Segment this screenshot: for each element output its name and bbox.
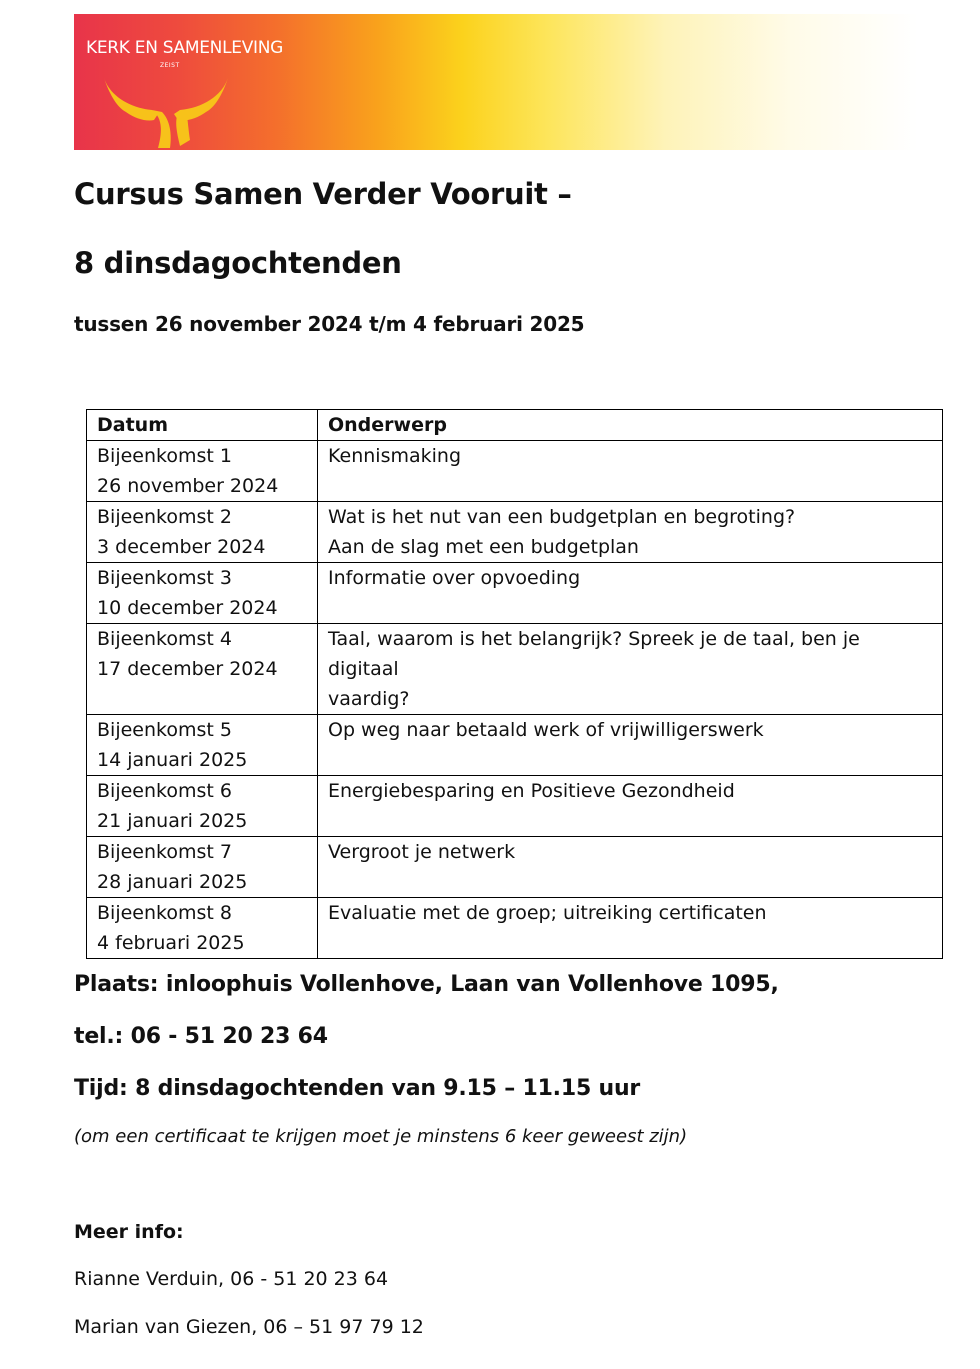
date-cell: [87, 837, 318, 898]
meeting-date: 14 januari 2025: [97, 749, 248, 771]
topic-text-2: vaardig?: [328, 688, 410, 710]
meeting-label: Bijeenkomst 3: [97, 567, 232, 589]
schedule-table: [86, 409, 943, 959]
table-row: [87, 837, 943, 898]
location-text: Plaats: inloophuis Vollenhove, Laan van Vollenhove 1095,: [74, 972, 779, 997]
table-row: [87, 715, 943, 776]
page-title: Cursus Samen Verder Vooruit –: [74, 177, 572, 211]
contact-line: Marian van Giezen, 06 – 51 97 79 12: [74, 1316, 424, 1338]
topic-text: Evaluatie met de groep; uitreiking certificaten: [328, 902, 767, 924]
table-row: [87, 563, 943, 624]
topic-text: Wat is het nut van een budgetplan en begroting?: [328, 506, 796, 528]
table-row: [87, 441, 943, 502]
topic-cell: [318, 837, 943, 898]
topic-text: Op weg naar betaald werk of vrijwilligerswerk: [328, 719, 764, 741]
topic-cell: [318, 502, 943, 563]
date-cell: [87, 776, 318, 837]
meeting-label: Bijeenkomst 4: [97, 628, 232, 650]
topic-cell: [318, 898, 943, 959]
table-row: [87, 502, 943, 563]
time-text: Tijd: 8 dinsdagochtenden van 9.15 – 11.15 uur: [74, 1076, 641, 1101]
date-cell: [87, 898, 318, 959]
meeting-date: 21 januari 2025: [97, 810, 248, 832]
column-header-topic: Onderwerp: [318, 410, 943, 441]
date-cell: [87, 563, 318, 624]
column-header-date: Datum: [87, 410, 318, 441]
table-row: [87, 776, 943, 837]
topic-cell: [318, 776, 943, 837]
meeting-date: 17 december 2024: [97, 658, 278, 680]
date-cell: [87, 715, 318, 776]
topic-text: Taal, waarom is het belangrijk? Spreek je de taal, ben je digitaal: [328, 628, 860, 680]
meeting-label: Bijeenkomst 7: [97, 841, 232, 863]
hands-icon: [100, 70, 232, 150]
topic-cell: [318, 563, 943, 624]
date-cell: [87, 624, 318, 715]
table-header-row: [87, 410, 943, 441]
contact-line: Rianne Verduin, 06 - 51 20 23 64: [74, 1268, 389, 1290]
page-title-line2: 8 dinsdagochtenden: [74, 246, 402, 280]
meeting-date: 10 december 2024: [97, 597, 278, 619]
meeting-label: Bijeenkomst 6: [97, 780, 232, 802]
topic-cell: [318, 624, 943, 715]
topic-cell: [318, 441, 943, 502]
meeting-label: Bijeenkomst 8: [97, 902, 232, 924]
date-range: tussen 26 november 2024 t/m 4 februari 2025: [74, 312, 585, 336]
header-banner: [74, 14, 918, 150]
meeting-date: 28 januari 2025: [97, 871, 248, 893]
phone-text: tel.: 06 - 51 20 23 64: [74, 1024, 328, 1049]
meeting-label: Bijeenkomst 1: [97, 445, 232, 467]
more-info-label: Meer info:: [74, 1221, 184, 1243]
table-row: [87, 624, 943, 715]
topic-text: Vergroot je netwerk: [328, 841, 516, 863]
table-row: [87, 898, 943, 959]
meeting-date: 4 februari 2025: [97, 932, 245, 954]
meeting-date: 26 november 2024: [97, 475, 279, 497]
topic-cell: [318, 715, 943, 776]
logo-text: KERK EN SAMENLEVING: [86, 38, 284, 58]
meeting-label: Bijeenkomst 5: [97, 719, 232, 741]
topic-text: Informatie over opvoeding: [328, 567, 581, 589]
date-cell: [87, 502, 318, 563]
logo-subtext: ZEIST: [160, 62, 180, 69]
certificate-note: (om een certificaat te krijgen moet je minstens 6 keer geweest zijn): [74, 1126, 688, 1147]
meeting-date: 3 december 2024: [97, 536, 266, 558]
topic-text: Kennismaking: [328, 445, 461, 467]
topic-text: Energiebesparing en Positieve Gezondheid: [328, 780, 735, 802]
topic-text-2: Aan de slag met een budgetplan: [328, 536, 639, 558]
date-cell: [87, 441, 318, 502]
meeting-label: Bijeenkomst 2: [97, 506, 232, 528]
